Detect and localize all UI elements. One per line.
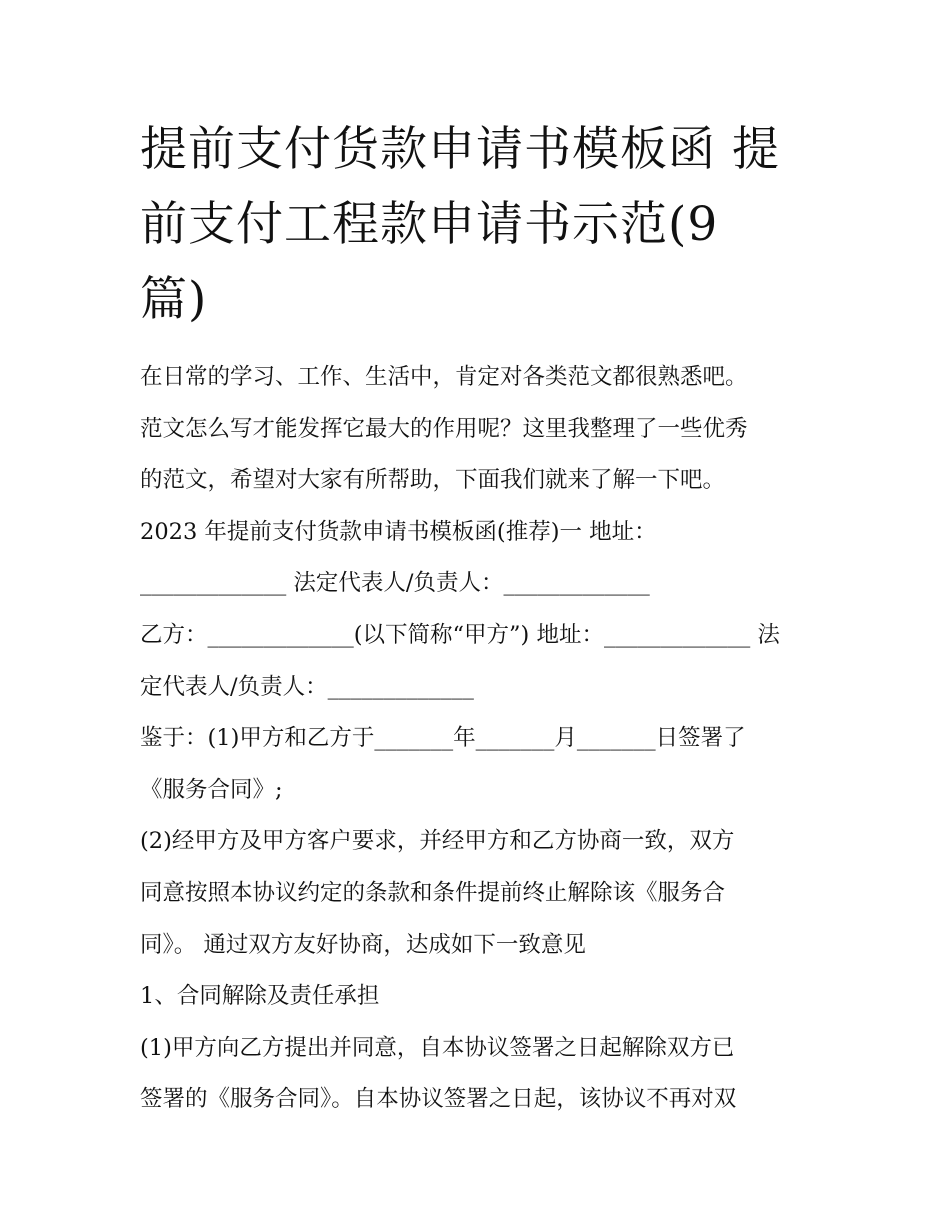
body-line-1: 在日常的学习、工作、生活中，肯定对各类范文都很熟悉吧。 — [140, 364, 748, 390]
body-line-15: 签署的《服务合同》。自本协议签署之日起，该协议不再对双 — [140, 1086, 737, 1113]
body-line-14: (1)甲方向乙方提出并同意，自本协议签署之日起解除双方已 — [140, 1034, 735, 1061]
document-body — [140, 352, 820, 1126]
body-line-2: 范文怎么写才能发挥它最大的作用呢？这里我整理了一些优秀 — [140, 415, 748, 442]
body-line-13: 1、合同解除及责任承担 — [140, 983, 380, 1010]
document-title — [140, 112, 820, 337]
title-line-1: 提前支付货款申请书模板函 提 — [140, 122, 780, 177]
body-line-4: 2023 年提前支付货款申请书模板函(推荐)一 地址： — [140, 518, 657, 545]
body-line-12: 同》。 通过双方友好协商，达成如下一致意见 — [140, 931, 586, 958]
body-line-8: 鉴于：(1)甲方和乙方于_______年_______月_______日签署了 — [140, 725, 746, 752]
body-line-7: 定代表人/负责人：_____________ — [140, 673, 474, 700]
body-line-3: 的范文，希望对大家有所帮助，下面我们就来了解一下吧。 — [140, 467, 726, 494]
body-line-11: 同意按照本协议约定的条款和条件提前终止解除该《服务合 — [140, 879, 726, 906]
body-line-10: (2)经甲方及甲方客户要求，并经甲方和乙方协商一致，双方 — [140, 828, 735, 855]
body-line-6: 乙方：_____________(以下简称“甲方”) 地址：_____________ 法 — [140, 621, 780, 648]
title-line-3: 篇) — [140, 272, 208, 327]
body-line-5: _____________ 法定代表人/负责人：_____________ — [140, 570, 650, 597]
title-line-2: 前支付工程款申请书示范(9 — [140, 197, 719, 252]
body-line-9: 《服务合同》; — [140, 776, 283, 803]
